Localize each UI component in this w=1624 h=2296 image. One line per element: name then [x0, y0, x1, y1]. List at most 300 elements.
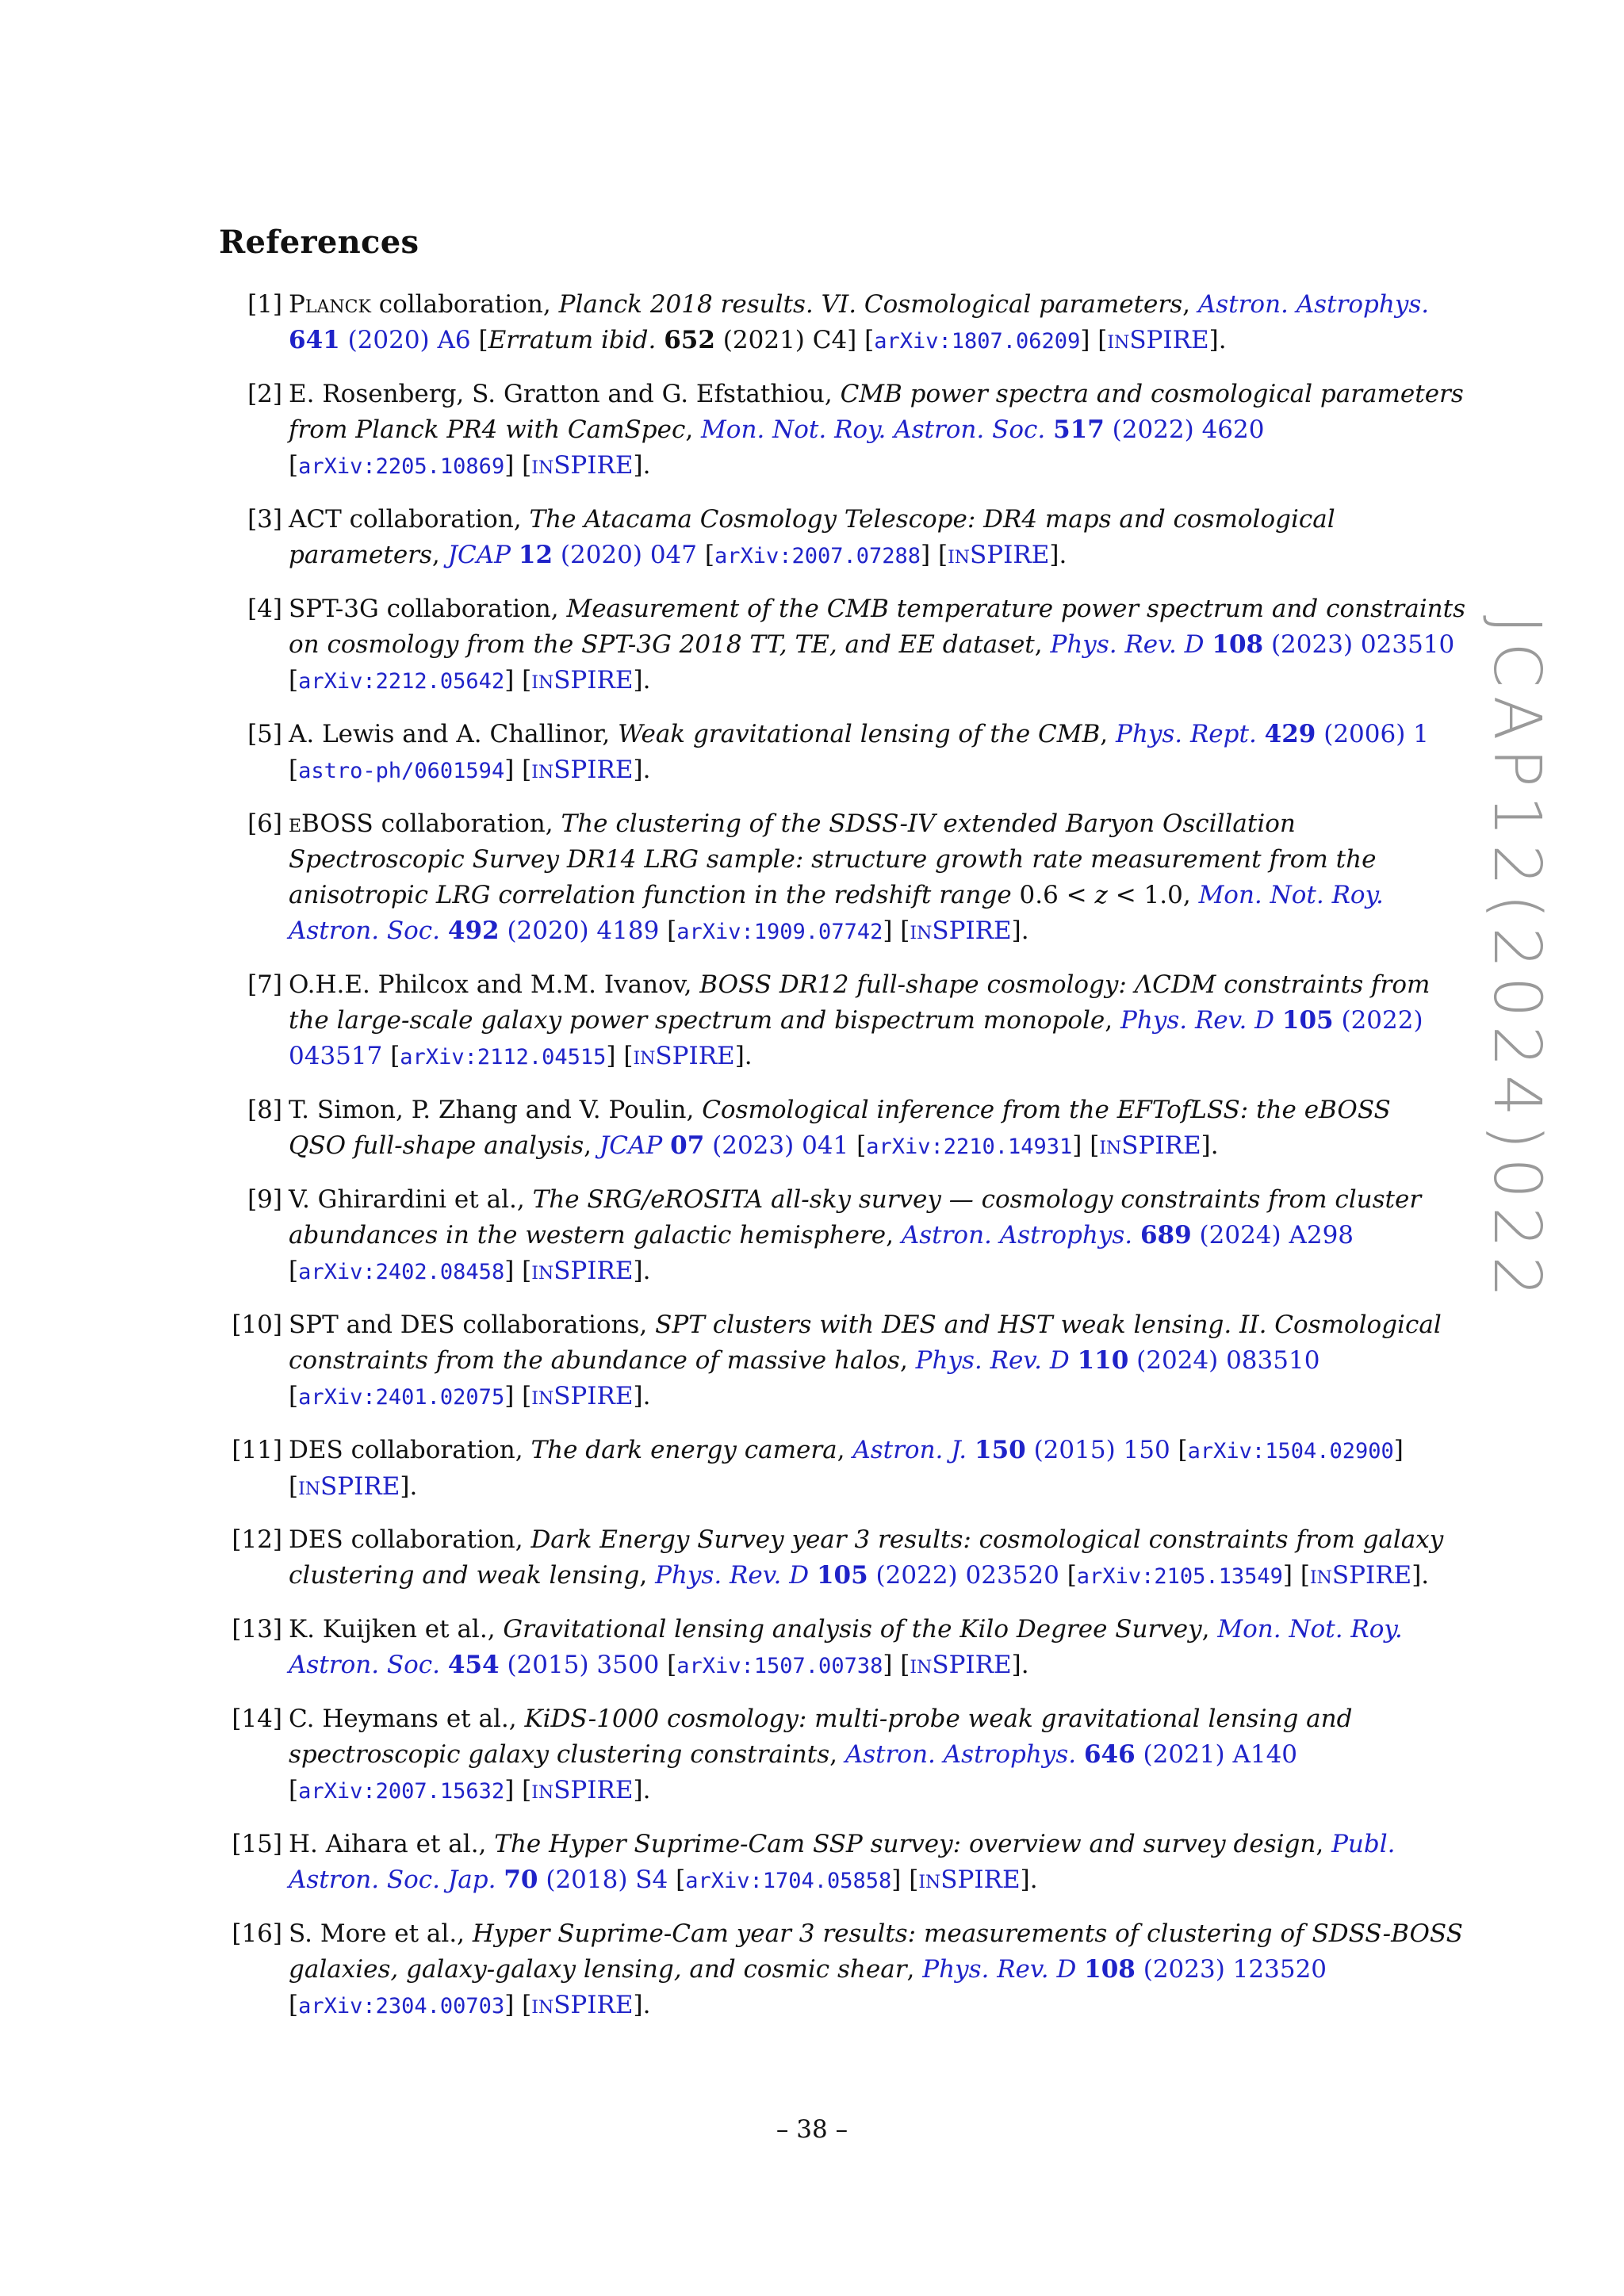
- reference-segment: ].: [734, 1042, 753, 1070]
- journal-link[interactable]: (2020) A6: [339, 326, 471, 354]
- reference-segment: ].: [633, 1382, 651, 1410]
- reference-segment: The Hyper Suprime-Cam SSP survey: overview and survey design: [494, 1830, 1316, 1858]
- reference-segment: [440, 1651, 448, 1679]
- reference-segment: [440, 916, 448, 945]
- reference-segment: [809, 1561, 817, 1590]
- reference-segment: ] [: [504, 1382, 532, 1410]
- reference-segment: Spectroscopic Survey DR14 LRG sample: structure growth rate measurement from the: [289, 845, 1377, 874]
- arxiv-link[interactable]: arXiv:1507.00738: [676, 1654, 883, 1678]
- arxiv-link[interactable]: arXiv:2304.00703: [298, 1994, 505, 2019]
- reference-segment: T. Simon, P. Zhang and V. Poulin,: [289, 1096, 703, 1124]
- reference-segment: Weak gravitational lensing of the CMB: [618, 720, 1101, 748]
- reference-segment: [: [289, 1991, 299, 2019]
- reference-segment: [: [382, 1042, 400, 1070]
- reference-text: [289, 1612, 1424, 1684]
- reference-segment: Gravitational lensing analysis of the Kilo Degree Survey: [503, 1615, 1202, 1644]
- arxiv-link[interactable]: arXiv:2112.04515: [400, 1045, 607, 1070]
- journal-link[interactable]: (2020) 047: [553, 541, 697, 569]
- reference-segment: S. More et al.,: [289, 1919, 473, 1948]
- reference-line: [289, 1827, 1424, 1862]
- journal-link[interactable]: (2022) 4620: [1104, 415, 1265, 444]
- reference-segment: V. Ghirardini et al.,: [289, 1185, 533, 1214]
- reference-line: [289, 1522, 1444, 1558]
- reference-item: [0, 1182, 1624, 1290]
- reference-text: [289, 806, 1424, 950]
- reference-segment: A. Lewis and A. Challinor,: [289, 720, 619, 748]
- reference-segment: SPT-3G collaboration,: [289, 595, 567, 623]
- journal-link[interactable]: Astron. Astrophys.: [845, 1740, 1077, 1769]
- reference-segment: ].: [1020, 1866, 1038, 1894]
- arxiv-link[interactable]: arXiv:1704.05858: [685, 1869, 892, 1893]
- reference-segment: eBOSS: [289, 809, 373, 838]
- reference-segment: [: [470, 326, 488, 354]
- inspire-link[interactable]: inSPIRE: [531, 1991, 634, 2019]
- reference-number: [15]: [232, 1830, 282, 1858]
- journal-link[interactable]: 105: [1281, 1006, 1334, 1035]
- reference-segment: from Planck PR4 with CamSpec: [289, 415, 686, 444]
- reference-number: [2]: [247, 380, 282, 408]
- reference-segment: [511, 541, 519, 569]
- reference-number: [12]: [232, 1525, 282, 1554]
- reference-number: [16]: [232, 1919, 282, 1948]
- inspire-link[interactable]: inSPIRE: [531, 666, 634, 695]
- reference-line: [289, 1307, 1442, 1343]
- reference-line: [289, 1128, 1424, 1165]
- reference-number: [14]: [232, 1705, 282, 1733]
- journal-link[interactable]: Mon. Not. Roy. Astron. Soc.: [701, 415, 1046, 444]
- journal-stamp-text: JCAP12(2024)022: [1479, 615, 1554, 1306]
- reference-segment: [1205, 630, 1212, 659]
- journal-link[interactable]: (2024) A298: [1191, 1221, 1354, 1249]
- reference-segment: ] [: [921, 541, 948, 569]
- reference-item: [0, 591, 1624, 699]
- journal-link[interactable]: Phys. Rept.: [1116, 720, 1257, 748]
- reference-item: [0, 1916, 1624, 2024]
- reference-line: [289, 752, 1424, 789]
- reference-text: [289, 1701, 1424, 1809]
- journal-link[interactable]: 641: [289, 326, 340, 354]
- journal-link[interactable]: 454: [447, 1651, 500, 1679]
- reference-segment: ].: [1411, 1561, 1430, 1590]
- reference-segment: [: [697, 541, 714, 569]
- reference-number: [10]: [232, 1311, 282, 1339]
- reference-segment: < 1.0,: [1107, 881, 1199, 909]
- reference-item: [0, 377, 1624, 484]
- journal-link[interactable]: Mon. Not. Roy.: [1198, 881, 1384, 909]
- reference-text: [289, 1522, 1444, 1594]
- reference-line: [289, 1773, 1424, 1809]
- reference-line: [289, 913, 1424, 950]
- reference-segment: ,: [906, 1955, 923, 1984]
- reference-segment: [: [1170, 1436, 1188, 1464]
- journal-link[interactable]: Astron. Soc.: [289, 916, 441, 945]
- inspire-link[interactable]: inSPIRE: [531, 1776, 634, 1804]
- journal-link[interactable]: (2006) 1: [1316, 720, 1429, 748]
- inspire-link[interactable]: inSPIRE: [918, 1866, 1021, 1894]
- reference-segment: DES collaboration,: [289, 1525, 531, 1554]
- arxiv-link[interactable]: arXiv:2401.02075: [298, 1385, 505, 1410]
- journal-link[interactable]: JCAP: [447, 541, 511, 569]
- reference-segment: [: [659, 1651, 677, 1679]
- reference-segment: Planck 2018 results. VI. Cosmological parameters: [558, 290, 1183, 319]
- journal-link[interactable]: (2015) 3500: [499, 1651, 660, 1679]
- reference-segment: [496, 1866, 504, 1894]
- reference-number: [7]: [247, 970, 282, 999]
- reference-segment: ACT collaboration,: [289, 505, 530, 534]
- section-title: References: [219, 224, 419, 261]
- reference-item: [0, 1093, 1624, 1165]
- reference-segment: parameters: [289, 541, 432, 569]
- reference-line: [289, 1469, 1424, 1505]
- reference-number: [4]: [247, 595, 282, 623]
- journal-link[interactable]: 043517: [289, 1042, 383, 1070]
- reference-segment: ] [: [504, 1991, 532, 2019]
- reference-segment: [: [668, 1866, 686, 1894]
- reference-segment: z: [1094, 881, 1108, 909]
- reference-segment: BOSS DR12 full-shape cosmology: ΛCDM constraints from: [699, 970, 1431, 999]
- arxiv-link[interactable]: arXiv:2007.15632: [298, 1779, 505, 1804]
- reference-item: [0, 1433, 1624, 1505]
- reference-segment: ].: [400, 1472, 418, 1501]
- reference-line: [289, 377, 1464, 412]
- journal-link[interactable]: (2022) 023520: [868, 1561, 1059, 1590]
- reference-segment: [967, 1436, 975, 1464]
- reference-segment: Erratum ibid.: [488, 326, 657, 354]
- reference-item: [0, 1522, 1624, 1594]
- reference-line: [289, 287, 1430, 323]
- arxiv-link[interactable]: arXiv:2210.14931: [866, 1135, 1073, 1159]
- inspire-link[interactable]: inSPIRE: [910, 1651, 1012, 1679]
- reference-segment: [: [848, 1131, 867, 1160]
- reference-segment: ,: [1182, 290, 1198, 319]
- reference-segment: collaboration,: [370, 290, 559, 319]
- reference-number: [5]: [247, 720, 282, 748]
- journal-link[interactable]: 150: [975, 1436, 1026, 1464]
- reference-line: [289, 1343, 1424, 1379]
- reference-line: [289, 412, 1424, 448]
- reference-segment: ].: [633, 1991, 651, 2019]
- reference-item: [0, 1612, 1624, 1684]
- journal-link[interactable]: Astron. Soc.: [289, 1651, 441, 1679]
- reference-line: [289, 1182, 1424, 1218]
- reference-segment: [1257, 720, 1265, 748]
- reference-line: [289, 842, 1424, 878]
- reference-line: [289, 538, 1424, 574]
- reference-segment: ].: [1011, 1651, 1029, 1679]
- inspire-link[interactable]: inSPIRE: [531, 756, 634, 784]
- arxiv-link[interactable]: arXiv:1909.07742: [676, 920, 883, 944]
- reference-segment: ] [: [606, 1042, 634, 1070]
- page-number: – 38 –: [776, 2115, 848, 2144]
- reference-segment: [1070, 1346, 1078, 1375]
- reference-segment: Cosmological inference from the EFTofLSS: the eBOSS: [702, 1096, 1391, 1124]
- arxiv-link[interactable]: arXiv:1504.02900: [1187, 1439, 1394, 1464]
- reference-segment: ,: [1034, 630, 1051, 659]
- reference-segment: H. Aihara et al.,: [289, 1830, 495, 1858]
- reference-segment: 0.6 <: [1011, 881, 1095, 909]
- reference-segment: ,: [431, 541, 448, 569]
- reference-segment: KiDS-1000 cosmology: multi-probe weak gravitational lensing and: [524, 1705, 1353, 1733]
- reference-segment: (2021) C4] [: [714, 326, 875, 354]
- reference-segment: C. Heymans et al.,: [289, 1705, 525, 1733]
- reference-item: [0, 717, 1624, 789]
- reference-segment: CMB power spectra and cosmological parameters: [840, 380, 1464, 408]
- reference-line: [289, 1737, 1424, 1773]
- reference-number: [9]: [247, 1185, 282, 1214]
- inspire-link[interactable]: inSPIRE: [1107, 326, 1209, 354]
- reference-line: [289, 717, 1429, 752]
- journal-link[interactable]: 108: [1084, 1955, 1136, 1984]
- reference-number: [8]: [247, 1096, 282, 1124]
- reference-line: [289, 1862, 1424, 1899]
- reference-segment: [: [289, 1472, 299, 1501]
- journal-link[interactable]: (2020) 4189: [499, 916, 660, 945]
- reference-segment: ] [: [1080, 326, 1108, 354]
- reference-segment: Planck: [289, 290, 371, 319]
- reference-segment: ,: [886, 1221, 902, 1249]
- reference-text: [289, 287, 1430, 359]
- journal-link[interactable]: Phys. Rev. D: [915, 1346, 1070, 1375]
- reference-text: [289, 1827, 1424, 1899]
- reference-segment: [: [289, 756, 299, 784]
- reference-segment: [1076, 1740, 1084, 1769]
- journal-link[interactable]: Phys. Rev. D: [922, 1955, 1077, 1984]
- reference-segment: [1045, 415, 1053, 444]
- arxiv-link[interactable]: arXiv:1807.06209: [874, 329, 1081, 354]
- reference-segment: O.H.E. Philcox and M.M. Ivanov,: [289, 970, 700, 999]
- reference-item: [0, 1307, 1624, 1415]
- reference-segment: [1076, 1955, 1084, 1984]
- reference-line: [289, 663, 1424, 699]
- reference-segment: galaxies, galaxy-galaxy lensing, and cosmic shear: [289, 1955, 907, 1984]
- reference-line: [289, 502, 1424, 538]
- reference-segment: ,: [837, 1436, 853, 1464]
- reference-segment: The Atacama Cosmology Telescope: DR4 maps and cosmological: [529, 505, 1335, 534]
- reference-item: [0, 502, 1624, 574]
- reference-text: [289, 717, 1429, 789]
- reference-number: [1]: [247, 290, 282, 319]
- reference-segment: SPT clusters with DES and HST weak lensing. II. Cosmological: [655, 1311, 1442, 1339]
- reference-segment: ,: [685, 415, 702, 444]
- journal-link[interactable]: Astron. J.: [852, 1436, 967, 1464]
- reference-segment: ,: [1100, 720, 1116, 748]
- reference-segment: DES collaboration,: [289, 1436, 531, 1464]
- arxiv-link[interactable]: arXiv:2212.05642: [298, 669, 505, 694]
- reference-number: [11]: [232, 1436, 282, 1464]
- reference-segment: Measurement of the CMB temperature power spectrum and constraints: [566, 595, 1465, 623]
- reference-segment: ,: [1201, 1615, 1218, 1644]
- reference-segment: ] [: [504, 756, 532, 784]
- reference-segment: ] [: [1282, 1561, 1310, 1590]
- journal-link[interactable]: (2022): [1333, 1006, 1423, 1035]
- journal-link[interactable]: JCAP: [599, 1131, 663, 1160]
- reference-segment: Dark Energy Survey year 3 results: cosmological constraints from galaxy: [530, 1525, 1444, 1554]
- reference-item: [0, 1827, 1624, 1899]
- reference-line: [289, 1253, 1424, 1290]
- inspire-link[interactable]: inSPIRE: [633, 1042, 735, 1070]
- reference-segment: ]: [1393, 1436, 1404, 1464]
- reference-item: [0, 1701, 1624, 1809]
- reference-line: [289, 1988, 1424, 2024]
- reference-item: [0, 967, 1624, 1075]
- reference-segment: [: [289, 451, 299, 480]
- journal-link[interactable]: 517: [1053, 415, 1105, 444]
- reference-segment: The dark energy camera: [530, 1436, 837, 1464]
- reference-segment: on cosmology from the SPT-3G 2018 TT, TE, and EE dataset: [289, 630, 1035, 659]
- reference-segment: ].: [633, 1776, 651, 1804]
- reference-text: [289, 591, 1465, 699]
- reference-line: [289, 1647, 1424, 1684]
- journal-link[interactable]: 110: [1077, 1346, 1129, 1375]
- inspire-link[interactable]: inSPIRE: [531, 1382, 634, 1410]
- reference-segment: ].: [633, 1257, 651, 1285]
- reference-segment: ] [: [504, 666, 532, 695]
- inspire-link[interactable]: inSPIRE: [531, 451, 634, 480]
- journal-link[interactable]: 70: [504, 1866, 538, 1894]
- reference-line: [289, 1701, 1424, 1737]
- journal-link[interactable]: (2023) 023510: [1263, 630, 1455, 659]
- reference-line: [289, 967, 1431, 1003]
- inspire-link[interactable]: inSPIRE: [1099, 1131, 1201, 1160]
- arxiv-link[interactable]: astro-ph/0601594: [298, 759, 505, 783]
- reference-line: [289, 1003, 1424, 1039]
- reference-segment: ] [: [504, 1776, 532, 1804]
- reference-number: [3]: [247, 505, 282, 534]
- reference-segment: spectroscopic galaxy clustering constraints: [289, 1740, 830, 1769]
- reference-segment: ].: [633, 451, 651, 480]
- arxiv-link[interactable]: arXiv:2205.10869: [298, 454, 505, 479]
- journal-link[interactable]: 12: [518, 541, 553, 569]
- journal-link[interactable]: Publ.: [1331, 1830, 1396, 1858]
- reference-segment: [: [289, 1382, 299, 1410]
- reference-line: [289, 1039, 1424, 1075]
- reference-segment: [: [289, 1776, 299, 1804]
- reference-text: [289, 1182, 1424, 1290]
- reference-segment: ].: [1208, 326, 1227, 354]
- reference-segment: ] [: [883, 916, 910, 945]
- journal-link[interactable]: (2021) A140: [1135, 1740, 1298, 1769]
- reference-number: [13]: [232, 1615, 282, 1644]
- reference-segment: ].: [633, 666, 651, 695]
- journal-link[interactable]: 492: [447, 916, 500, 945]
- reference-segment: abundances in the western galactic hemisphere: [289, 1221, 887, 1249]
- reference-text: [289, 1307, 1442, 1415]
- reference-segment: [: [1059, 1561, 1077, 1590]
- reference-line: [289, 1093, 1424, 1128]
- journal-link[interactable]: (2023) 041: [704, 1131, 849, 1160]
- journal-link[interactable]: Phys. Rev. D: [1120, 1006, 1275, 1035]
- journal-link[interactable]: (2018) S4: [538, 1866, 668, 1894]
- arxiv-link[interactable]: arXiv:2105.13549: [1076, 1564, 1283, 1589]
- inspire-link[interactable]: inSPIRE: [531, 1257, 634, 1285]
- reference-line: [289, 878, 1424, 913]
- reference-number: [6]: [247, 809, 282, 838]
- arxiv-link[interactable]: arXiv:2402.08458: [298, 1260, 505, 1284]
- reference-segment: 652: [664, 326, 715, 354]
- inspire-link[interactable]: inSPIRE: [298, 1472, 400, 1501]
- journal-link[interactable]: Mon. Not. Roy.: [1217, 1615, 1403, 1644]
- reference-segment: ] [: [891, 1866, 919, 1894]
- journal-link[interactable]: 429: [1264, 720, 1316, 748]
- reference-line: [289, 1433, 1424, 1469]
- journal-link[interactable]: (2023) 123520: [1135, 1955, 1327, 1984]
- reference-line: [289, 1612, 1424, 1647]
- reference-text: [289, 502, 1424, 574]
- journal-link[interactable]: 646: [1083, 1740, 1136, 1769]
- reference-item: [0, 806, 1624, 950]
- reference-line: [289, 1952, 1424, 1988]
- reference-item: [0, 287, 1624, 359]
- reference-segment: [: [659, 916, 677, 945]
- journal-link[interactable]: (2024) 083510: [1128, 1346, 1320, 1375]
- reference-segment: The clustering of the SDSS-IV extended Baryon Oscillation: [561, 809, 1296, 838]
- journal-link[interactable]: 689: [1139, 1221, 1192, 1249]
- journal-link[interactable]: Phys. Rev. D: [655, 1561, 810, 1590]
- reference-segment: ] [: [1072, 1131, 1100, 1160]
- reference-segment: the large-scale galaxy power spectrum and bispectrum monopole: [289, 1006, 1105, 1035]
- reference-segment: SPT and DES collaborations,: [289, 1311, 656, 1339]
- reference-segment: ].: [1011, 916, 1029, 945]
- reference-segment: [1274, 1006, 1282, 1035]
- reference-line: [289, 448, 1424, 484]
- reference-segment: ,: [584, 1131, 599, 1160]
- reference-line: [289, 806, 1424, 842]
- reference-segment: ].: [633, 756, 651, 784]
- reference-segment: ,: [639, 1561, 656, 1590]
- journal-link[interactable]: (2015) 150: [1025, 1436, 1170, 1464]
- inspire-link[interactable]: inSPIRE: [910, 916, 1012, 945]
- reference-line: [289, 1379, 1424, 1415]
- journal-link[interactable]: 108: [1212, 630, 1264, 659]
- reference-segment: constraints from the abundance of massive halos: [289, 1346, 900, 1375]
- reference-line: [289, 1218, 1424, 1253]
- journal-link[interactable]: 07: [670, 1131, 705, 1160]
- journal-link[interactable]: Phys. Rev. D: [1050, 630, 1205, 659]
- reference-line: [289, 1916, 1463, 1952]
- reference-line: [289, 627, 1455, 663]
- inspire-link[interactable]: inSPIRE: [1309, 1561, 1412, 1590]
- reference-text: [289, 377, 1464, 484]
- reference-segment: [1132, 1221, 1140, 1249]
- reference-segment: ].: [1201, 1131, 1219, 1160]
- reference-text: [289, 1916, 1463, 2024]
- journal-link[interactable]: Astron. Astrophys.: [1197, 290, 1430, 319]
- reference-segment: [: [289, 1257, 299, 1285]
- reference-line: [289, 591, 1465, 627]
- reference-list: [0, 287, 1624, 2042]
- reference-line: [289, 323, 1424, 359]
- reference-segment: ] [: [504, 1257, 532, 1285]
- reference-text: [289, 1093, 1424, 1165]
- reference-segment: ,: [899, 1346, 916, 1375]
- journal-link[interactable]: 105: [816, 1561, 868, 1590]
- reference-segment: [656, 326, 664, 354]
- reference-line: [289, 1558, 1430, 1594]
- reference-segment: E. Rosenberg, S. Gratton and G. Efstathiou,: [289, 380, 841, 408]
- arxiv-link[interactable]: arXiv:2007.07288: [714, 544, 921, 568]
- reference-segment: ].: [1049, 541, 1067, 569]
- reference-segment: ] [: [883, 1651, 910, 1679]
- reference-segment: collaboration,: [373, 809, 561, 838]
- reference-segment: ,: [829, 1740, 845, 1769]
- inspire-link[interactable]: inSPIRE: [948, 541, 1050, 569]
- reference-text: [289, 1433, 1424, 1505]
- reference-text: [289, 967, 1431, 1075]
- reference-segment: clustering and weak lensing: [289, 1561, 640, 1590]
- journal-link[interactable]: Astron. Soc. Jap.: [289, 1866, 496, 1894]
- journal-link[interactable]: Astron. Astrophys.: [901, 1221, 1133, 1249]
- reference-segment: K. Kuijken et al.,: [289, 1615, 504, 1644]
